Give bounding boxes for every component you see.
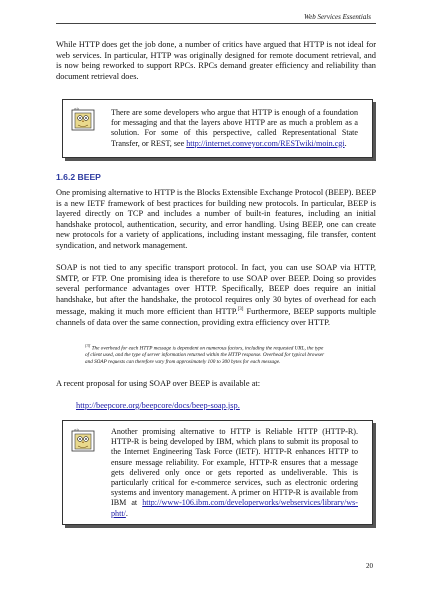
- note-box-http-r: [62, 420, 373, 525]
- svg-text:ot h: ot h: [74, 427, 79, 432]
- owl-note-icon: [71, 427, 97, 453]
- rest-wiki-link[interactable]: http://internet.conveyor.com/RESTwiki/moin.cgi: [186, 138, 345, 148]
- footnote-marker[interactable]: [3]: [237, 307, 244, 313]
- footnote: [85, 343, 325, 366]
- header-rule: [56, 23, 376, 24]
- footnote-number: [3]: [85, 343, 91, 348]
- note-text-rest: [111, 108, 358, 149]
- page-number: 20: [366, 562, 373, 570]
- note-text-http-r: [111, 427, 358, 519]
- section-heading-beep: 1.6.2 BEEP: [56, 172, 101, 182]
- note-body: Another promising alternative to HTTP is Reliable HTTP (HTTP-R). HTTP-R is being developed by IBM, which plans to submit its proposal to the Internet Engineering Task Force (IETF). HTTP-R enhances HTTP to ensure message reliability. For example, HTTP-R ensures that a message gets delivered only once or gets reported as undeliverable. This is particularly critical for e-commerce services, such as electronic ordering systems and inventory management. A primer on HTTP-R is available from IBM at: [111, 427, 358, 508]
- note-body: There are some developers who argue that HTTP is enough of a foundation for messaging and that the layers above HTTP are as much a problem as a solution. For some of this perspective, called Representational State Transfer, or REST, see: [111, 108, 358, 148]
- svg-text:ot h: ot h: [74, 106, 79, 111]
- footnote-text: The overhead for each HTTP message is dependent on numerous factors, including the requested URL, the type of client used, and the type of server information returned within the HTTP response. Overhead for typical browser and SOAP requests can therefore vary from approximately 100 to 300 bytes for each message.: [85, 345, 325, 365]
- note-box-rest: [62, 99, 373, 158]
- paragraph-text-tail: Furthermore, BEEP supports multiple channels of data over the same connection, providing extra efficiency over HTTP.: [56, 307, 377, 327]
- running-header: Web Services Essentials: [303, 13, 371, 21]
- paragraph-text: SOAP is not tied to any specific transport protocol. In fact, you can use SOAP via HTTP, SMTP, or FTP. One promising idea is therefore to use SOAP over BEEP. Doing so provides several performance advantages over HTTP. Specifically, BEEP does require an initial handshake, but after the handshake, the protocol requires only 30 bytes of overhead for each message, making it much more efficient than HTTP.: [56, 263, 376, 317]
- owl-note-icon: [71, 106, 97, 132]
- note-tail: .: [344, 138, 347, 148]
- ibm-http-r-link[interactable]: http://www-106.ibm.com/developerworks/webservices/library/ws-phtt/: [111, 498, 358, 518]
- paragraph-soap-over-beep: [56, 263, 376, 328]
- note-tail: .: [125, 508, 128, 518]
- beep-soap-link[interactable]: http://beepcore.org/beepcore/docs/beep-soap.jsp.: [76, 401, 240, 410]
- paragraph-beep-intro: One promising alternative to HTTP is the Blocks Extensible Exchange Protocol (BEEP). BEEP is a new IETF framework of best practices for building new protocols. In particular, BEEP is layered directly on TCP and includes a number of built-in features, including an initial handshake protocol, authentication, security, and error handling. Using BEEP, one can create new protocols for a variety of applications, including instant messaging, file transfer, content syndication, and network management.: [56, 188, 376, 250]
- paragraph-proposal-intro: A recent proposal for using SOAP over BEEP is available at:: [56, 379, 261, 388]
- paragraph-http-critics: While HTTP does get the job done, a number of critics have argued that HTTP is not ideal for web services. In particular, HTTP was originally designed for remote document retrieval, and is now being reworked to support RPCs. RPCs demand greater efficiency and reliability than document retrieval does.: [56, 40, 376, 81]
